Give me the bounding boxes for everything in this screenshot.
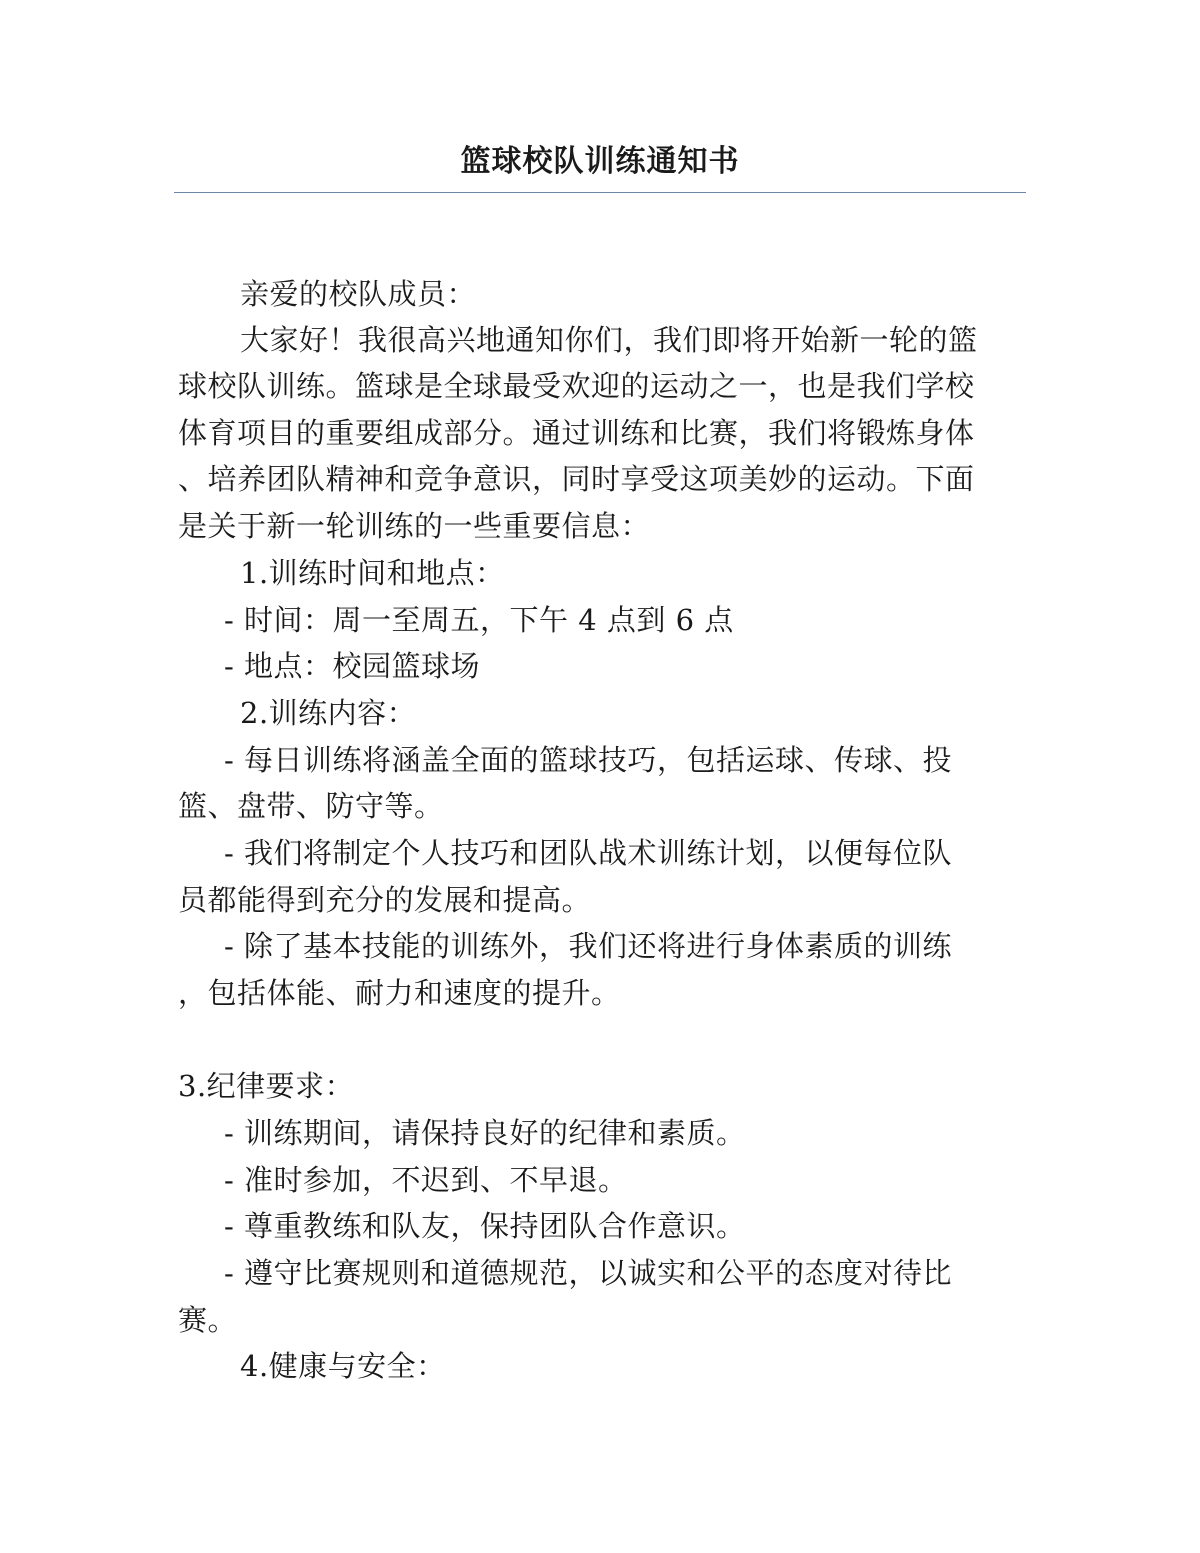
section-heading: 4.健康与安全： [240,1349,446,1383]
paragraph-line: 是关于新一轮训练的一些重要信息： [178,509,651,543]
list-item: - 尊重教练和队友，保持团队合作意识。 [224,1209,746,1243]
section-heading: 2.训练内容： [240,696,417,730]
list-item: - 时间：周一至周五，下午 4 点到 6 点 [224,603,734,637]
list-item-continuation: 员都能得到充分的发展和提高。 [178,883,592,917]
list-item: - 地点：校园篮球场 [224,649,481,683]
list-item: - 训练期间，请保持良好的纪律和素质。 [224,1116,746,1150]
list-item-continuation: 篮、盘带、防守等。 [178,789,444,823]
title-underline [174,192,1026,193]
list-item-continuation: ，包括体能、耐力和速度的提升。 [178,976,621,1010]
paragraph-line: 、培养团队精神和竞争意识，同时享受这项美妙的运动。下面 [178,462,975,496]
list-item: - 我们将制定个人技巧和团队战术训练计划，以便每位队 [224,836,953,870]
document-title: 篮球校队训练通知书 [460,144,740,179]
list-item: - 除了基本技能的训练外，我们还将进行身体素质的训练 [224,929,953,963]
list-item-continuation: 赛。 [178,1303,238,1337]
paragraph-line: 体育项目的重要组成部分。通过训练和比赛，我们将锻炼身体 [178,416,975,450]
section-heading: 3.纪律要求： [178,1069,355,1103]
paragraph-line: 球校队训练。篮球是全球最受欢迎的运动之一，也是我们学校 [178,369,975,403]
list-item: - 每日训练将涵盖全面的篮球技巧，包括运球、传球、投 [224,743,953,777]
list-item: - 遵守比赛规则和道德规范，以诚实和公平的态度对待比 [224,1256,953,1290]
salutation: 亲爱的校队成员： [240,277,477,311]
section-heading: 1.训练时间和地点： [240,556,505,590]
list-item: - 准时参加，不迟到、不早退。 [224,1163,628,1197]
paragraph-line: 大家好！我很高兴地通知你们，我们即将开始新一轮的篮 [240,323,978,357]
